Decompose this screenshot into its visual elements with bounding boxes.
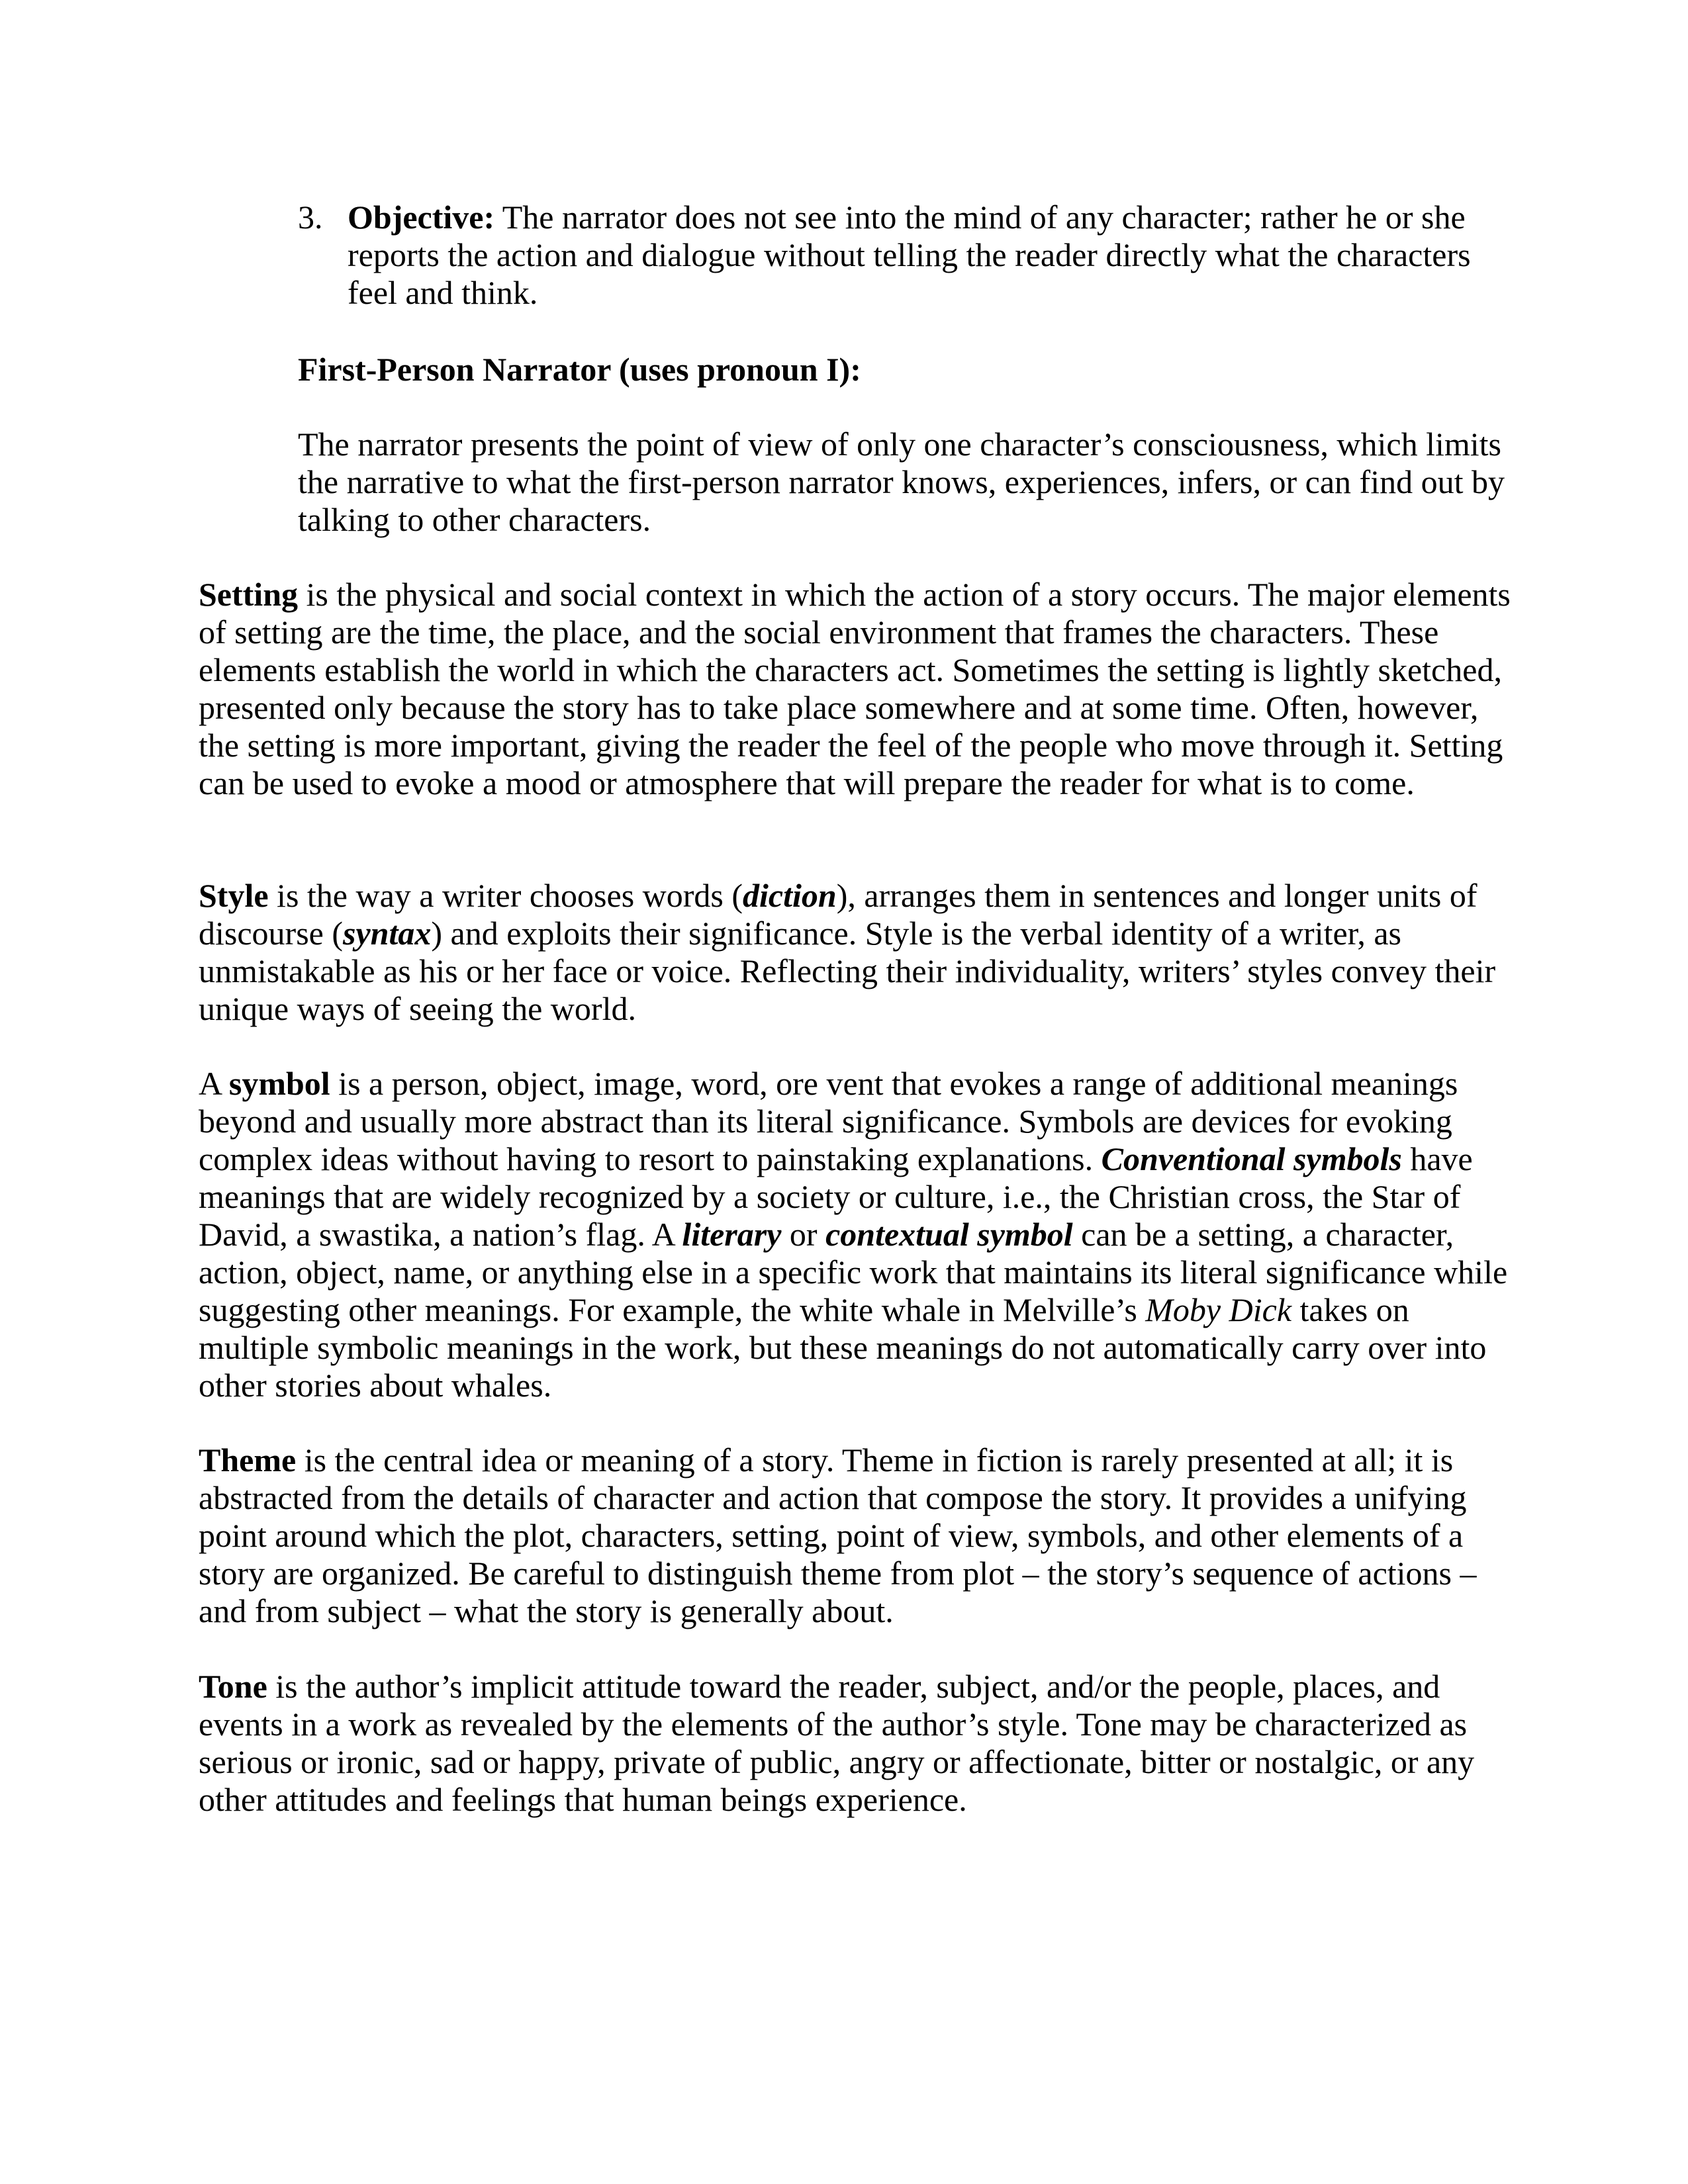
objective-list-item [298,199,1523,312]
symbol-text-4: can be a setting, a character, action, object, name, or anything else in a specific work that maintains its literal significance while suggesting other meanings. For example, the white whale in Melville’s [199,1216,1508,1328]
first-person-paragraph: The narrator presents the point of view of only one character’s consciousness, which limits the narrative to what the first-person narrator knows, experiences, infers, or can find out by talking to other characters. [298,426,1505,538]
tone-paragraph [199,1668,1523,1819]
list-number: 3. [298,199,323,236]
style-text-3: ) and exploits their significance. Style is the verbal identity of a writer, as unmistakable as his or her face or voice. Reflecting their individuality, writers’ styles convey their unique ways of seeing the world. [199,915,1496,1027]
literary-term: literary [682,1216,782,1253]
style-term: Style [199,877,269,914]
setting-term: Setting [199,576,298,613]
style-text-1: is the way a writer chooses words ( [268,877,743,914]
symbol-text-2: have meanings that are widely recognized by a society or culture, i.e., the Christian cross, the Star of David, a swastika, a nation’s flag. A [199,1140,1473,1253]
setting-paragraph [199,576,1523,802]
diction-term: diction [743,877,837,914]
conventional-symbols-term: Conventional symbols [1101,1140,1402,1177]
objective-label: Objective: [348,199,495,236]
tone-text: is the author’s implicit attitude toward the reader, subject, and/or the people, places, and events in a work as revealed by the elements of the author’s style. Tone may be characterized as serious or ironic, sad or happy, private of public, angry or affectionate, bitter or nostalgic, or any other attitudes and feelings that human beings experience. [199,1668,1475,1818]
objective-body [348,199,1523,312]
contextual-symbol-term: contextual symbol [825,1216,1073,1253]
moby-dick-title: Moby Dick [1145,1291,1292,1328]
setting-text: is the physical and social context in which the action of a story occurs. The major elements of setting are the time, the place, and the social environment that frames the characters. These elements establish the world in which the characters act. Sometimes the setting is lightly sketched, presented only because the story has to take place somewhere and at some time. Often, however, the setting is more important, giving the reader the feel of the people who move through it. Setting can be used to evoke a mood or atmosphere that will prepare the reader for what is to come. [199,576,1511,801]
syntax-term: syntax [343,915,432,952]
style-text-2: ), arranges them in sentences and longer units of discourse ( [199,877,1477,952]
style-paragraph [199,877,1523,1028]
theme-term: Theme [199,1441,297,1479]
symbol-text-0: A [199,1065,229,1102]
symbol-term: symbol [228,1065,330,1102]
tone-term: Tone [199,1668,267,1705]
theme-text: is the central idea or meaning of a story. Theme in fiction is rarely presented at all; it is abstracted from the details of character and action that compose the story. It provides a unifying point around which the plot, characters, setting, point of view, symbols, and other elements of a story are organized. Be careful to distinguish theme from plot – the story’s sequence of actions – and from subject – what the story is generally about. [199,1441,1477,1629]
objective-text: The narrator does not see into the mind of any character; rather he or she reports the action and dialogue without telling the reader directly what the characters feel and think. [348,199,1471,311]
symbol-text-1: is a person, object, image, word, ore vent that evokes a range of additional meanings beyond and usually more abstract than its literal significance. Symbols are devices for evoking complex ideas without having to resort to painstaking explanations. [199,1065,1458,1177]
symbol-paragraph [199,1065,1523,1404]
symbol-text-5: takes on multiple symbolic meanings in the work, but these meanings do not automatically carry over into other stories about whales. [199,1291,1487,1404]
theme-paragraph [199,1441,1523,1630]
first-person-heading: First-Person Narrator (uses pronoun I): [298,351,861,388]
symbol-text-3: or [781,1216,826,1253]
